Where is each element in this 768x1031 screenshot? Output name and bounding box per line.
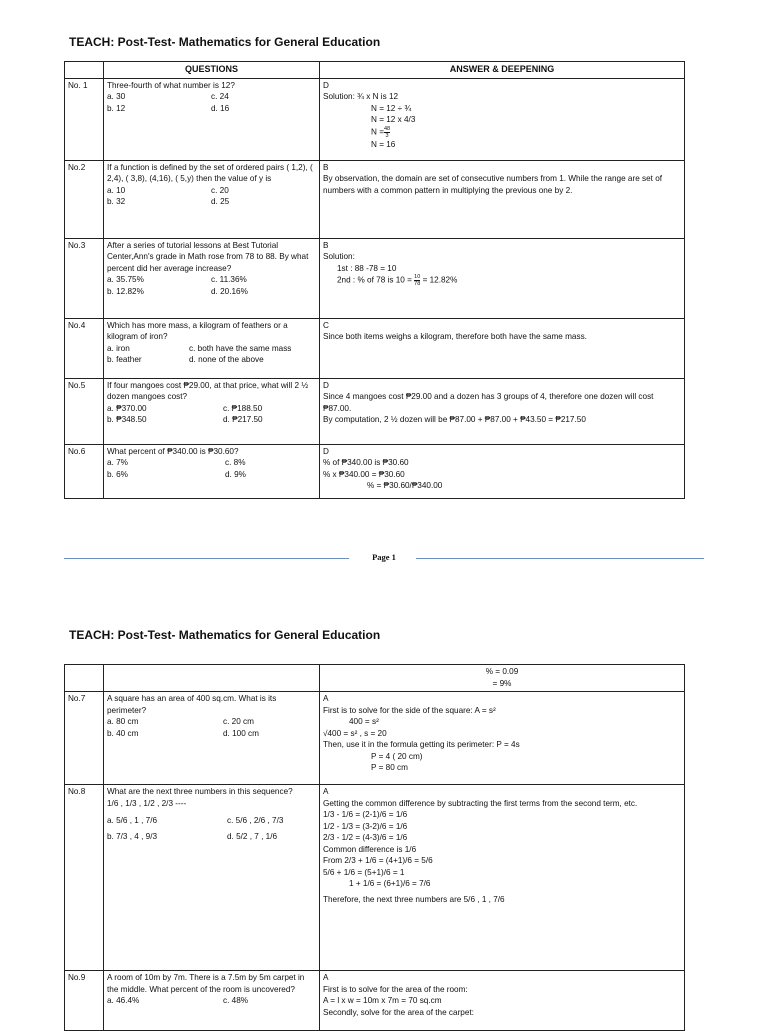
solution-line: N = 12 x 4/3 [371,115,416,124]
options-row [107,414,316,426]
question-number: No.7 [65,692,104,785]
question-number: No.6 [65,444,104,498]
table-row [65,444,685,498]
solution-line: N = 16 [371,139,396,149]
solution-line: % of ₱340.00 is ₱30.60 [323,458,409,467]
question-cell [104,785,320,971]
options-row [107,343,316,355]
question-cell [104,692,320,785]
fraction-denominator: 78 [414,281,421,287]
question-cell [104,378,320,444]
step-line: 1/3 - 1/6 = (2-1)/6 = 1/6 [323,810,408,819]
solution-line: First is to solve for the side of the square: A = s² [323,705,496,715]
explanation: By observation, the domain are set of consecutive numbers from 1. While the range are set of numbers with a common pattern in multiplying the previous one by 2. [323,174,663,195]
question-cell [104,971,320,1031]
options-row [107,91,316,103]
solution-line: Solution: [323,252,355,261]
options-row [107,457,316,469]
option-d: d. 5/2 , 7 , 1/6 [227,831,278,841]
question-number [65,665,104,692]
option-d: d. 16 [211,103,230,113]
common-difference: Common difference is 1/6 [323,844,417,854]
answer-letter: D [323,380,329,390]
table-header-row [65,62,685,79]
header-empty [65,62,104,79]
solution-line: 400 = s² [349,717,379,726]
option-b: b. 32 [107,197,126,206]
table-row [65,160,685,238]
solution-line: A = l x w = 10m x 7m = 70 sq.cm [323,996,442,1005]
question-cell [104,78,320,160]
option-c: c. 24 [211,92,229,101]
option-c: c. both have the same mass [189,343,292,353]
fraction [414,274,420,287]
option-a: a. 46.4% [107,996,140,1005]
option-b: b. 12 [107,103,126,113]
option-c: c. 20 [211,185,229,195]
solution-line: First is to solve for the area of the room: [323,984,468,994]
question-text: A room of 10m by 7m. There is a 7.5m by 5m carpet in the middle. What percent of the room is uncovered? [107,973,305,994]
table-row [65,378,685,444]
computation: By computation, 2 ½ dozen will be ₱87.00 + ₱87.00 + ₱43.50 = ₱217.50 [323,415,586,424]
question-number: No.3 [65,238,104,318]
conclusion: Therefore, the next three numbers are 5/6 , 1 , 7/6 [323,894,505,904]
option-d: d. ₱217.50 [223,415,263,424]
option-b: b. 7/3 , 4 , 9/3 [107,831,158,841]
option-c: c. ₱188.50 [223,403,263,413]
fraction-numerator: 48 [383,125,391,132]
table-row [65,785,685,971]
option-a: a. 35.75% [107,275,144,284]
question-text: Three-fourth of what number is 12? [107,80,235,90]
options-row [107,196,316,208]
answer-letter: D [323,80,329,90]
answer-cell [320,160,685,238]
answer-letter: A [323,694,329,703]
question-text: If four mangoes cost ₱29.00, at that price, what will 2 ½ dozen mangoes cost? [107,380,309,401]
options-row [107,469,316,481]
question-number: No. 1 [65,78,104,160]
page-number [64,552,704,562]
options-row [107,274,316,286]
solution-line: Then, use it in the formula getting its perimeter: P = 4s [323,740,520,749]
options-row [107,728,316,740]
page-footer [64,552,704,566]
question-text: A square has an area of 400 sq.cm. What is its perimeter? [107,694,277,715]
question-text: What are the next three numbers in this sequence? [107,787,293,796]
answer-letter: A [323,973,329,982]
sequence: 1/6 , 1/3 , 1/2 , 2/3 ---- [107,798,187,808]
question-number: No.9 [65,971,104,1031]
solution-line [323,274,681,287]
option-d: d. 100 cm [223,728,259,738]
question-table [64,61,685,499]
options-row [107,995,316,1007]
answer-cell [320,692,685,785]
option-b: b. 12.82% [107,286,144,296]
options-row [107,815,316,827]
option-a: a. ₱370.00 [107,403,147,413]
options-row [107,354,316,366]
solution-text: 2nd : % of 78 is 10 = [337,275,412,285]
options-row [107,103,316,115]
option-d: d. 9% [225,469,246,479]
header-answers: ANSWER & DEEPENING [320,62,685,79]
question-number: No.4 [65,318,104,378]
answer-cell [320,378,685,444]
page-title: TEACH: Post-Test- Mathematics for General Education [69,35,381,49]
solution-text: = 12.82% [422,275,458,285]
question-text: If a function is defined by the set of ordered pairs ( 1,2), ( 2,4), ( 3,8), (4,16), ( 5,y) then the value of y is [107,162,313,183]
table-row [65,665,685,692]
question-number: No.5 [65,378,104,444]
answer-cell [320,444,685,498]
answer-cell [320,78,685,160]
answer-cell [320,238,685,318]
option-b: b. 6% [107,469,128,479]
solution-line: P = 80 cm [371,763,408,772]
solution-line: = 9% [492,678,512,688]
solution-line: N = 12 ÷ ¾ [371,103,412,113]
option-d: d. none of the above [189,355,264,364]
option-c: c. 5/6 , 2/6 , 7/3 [227,816,284,825]
options-row [107,286,316,298]
explanation: Since both items weighs a kilogram, therefore both have the same mass. [323,332,587,341]
question-cell [104,160,320,238]
option-a: a. 30 [107,92,126,101]
table-row [65,78,685,160]
option-d: d. 25 [211,197,230,206]
solution-text: N = [371,127,384,137]
options-row [107,403,316,415]
answer-cell [320,665,685,692]
solution-line: 1st : 88 -78 = 10 [337,263,397,273]
question-number: No.2 [65,160,104,238]
header-questions: QUESTIONS [104,62,320,79]
step-line: 5/6 + 1/6 = (5+1)/6 = 1 [323,867,405,877]
option-c: c. 48% [223,996,249,1005]
table-row [65,238,685,318]
options-row [107,716,316,728]
question-table [64,664,685,1031]
solution-line: % = 0.09 [485,667,519,676]
page-number-text: Page 1 [368,552,400,562]
solution-line: P = 4 ( 20 cm) [371,751,423,761]
page-title: TEACH: Post-Test- Mathematics for General Education [69,628,381,642]
question-number: No.8 [65,785,104,971]
question-cell [104,665,320,692]
answer-letter: B [323,240,329,250]
solution-line [323,126,681,139]
answer-letter: B [323,162,329,172]
question-cell [104,238,320,318]
answer-letter: D [323,446,329,456]
answer-cell [320,971,685,1031]
option-c: c. 8% [225,458,246,467]
option-c: c. 11.36% [211,275,247,284]
table-row [65,318,685,378]
solution-line: % = ₱30.60/₱340.00 [367,481,443,490]
option-c: c. 20 cm [223,717,254,726]
explanation: Getting the common difference by subtracting the first terms from the second term, etc. [323,798,638,808]
solution-line: Solution: ¾ x N is 12 [323,92,399,101]
answer-cell [320,318,685,378]
answer-letter: A [323,787,329,796]
options-row [107,185,316,197]
option-a: a. 80 cm [107,717,139,726]
step-line: 2/3 - 1/2 = (4-3)/6 = 1/6 [323,833,408,842]
step-line: 1/2 - 1/3 = (3-2)/6 = 1/6 [323,821,408,831]
explanation: Since 4 mangoes cost ₱29.00 and a dozen has 3 groups of 4, therefore one dozen will cost ₱87.00. [323,392,654,413]
fraction-numerator: 10 [414,274,421,280]
answer-cell [320,785,685,971]
solution-line: % x ₱340.00 = ₱30.60 [323,469,405,479]
question-cell [104,318,320,378]
solution-line: √400 = s² , s = 20 [323,728,387,738]
question-text: What percent of ₱340.00 is ₱30.60? [107,446,239,456]
option-a: a. iron [107,343,130,353]
fraction-denominator: 3 [385,132,389,139]
table-row [65,971,685,1031]
question-text: After a series of tutorial lessons at Best Tutorial Center,Ann's grade in Math rose from 78 to 88. By what percent did her average increase? [107,240,309,273]
question-cell [104,444,320,498]
option-d: d. 20.16% [211,286,248,296]
option-b: b. feather [107,355,142,364]
option-a: a. 7% [107,458,128,467]
option-a: a. 10 [107,185,126,195]
option-b: b. 40 cm [107,728,139,738]
fraction [384,126,390,139]
option-a: a. 5/6 , 1 , 7/6 [107,816,158,825]
options-row [107,831,316,843]
table-row [65,692,685,785]
solution-line: Secondly, solve for the area of the carpet: [323,1007,474,1017]
option-b: b. ₱348.50 [107,415,147,424]
step-line: From 2/3 + 1/6 = (4+1)/6 = 5/6 [323,856,433,865]
question-text: Which has more mass, a kilogram of feathers or a kilogram of iron? [107,320,288,341]
step-line: 1 + 1/6 = (6+1)/6 = 7/6 [349,879,431,888]
answer-letter: C [323,320,329,330]
